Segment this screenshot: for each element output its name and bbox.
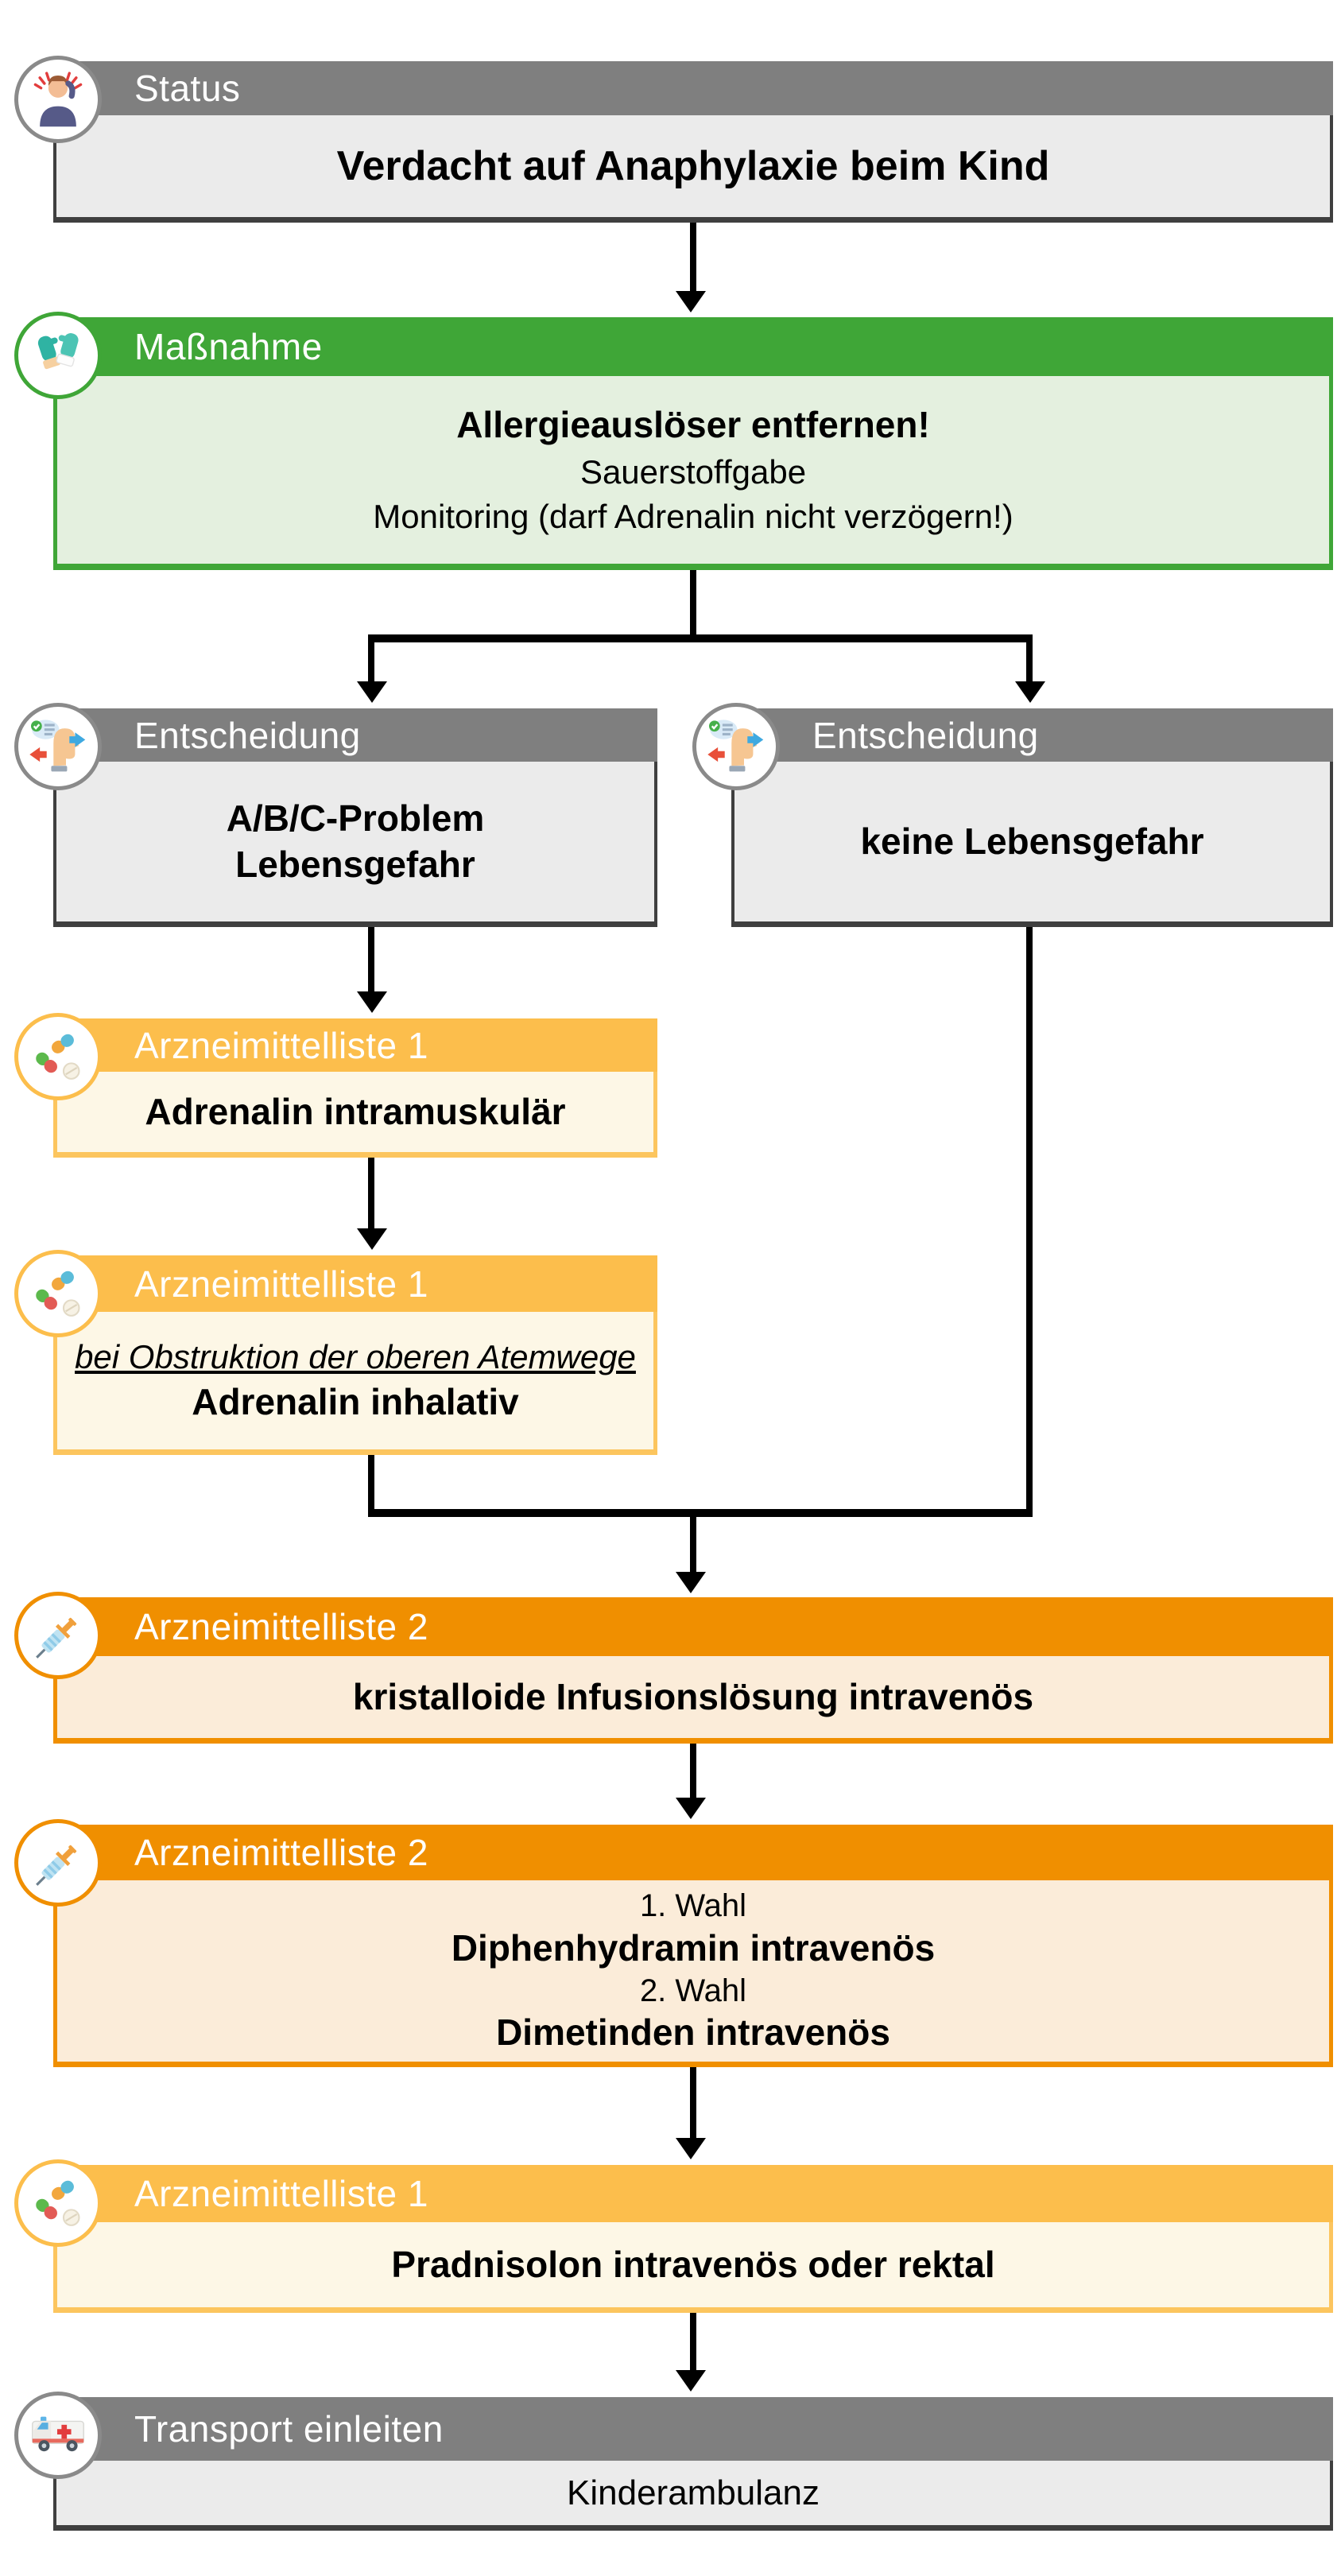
aml2-header-label: Arzneimittelliste 2: [134, 1606, 428, 1647]
gloves-icon: [27, 324, 89, 386]
drug-line: kristalloide Infusionslösung intravenös: [352, 1675, 1034, 1717]
aml2-badge: [14, 1592, 102, 1679]
massnahme-header-label: Maßnahme: [134, 326, 323, 367]
aml1-badge: [14, 1250, 102, 1337]
massnahme-line: Sauerstoffgabe: [579, 452, 807, 491]
decision-head-icon: [26, 715, 90, 778]
entscheidung-links-badge: [14, 703, 102, 790]
massnahme-box: [53, 317, 1333, 570]
drug-line: Adrenalin inhalativ: [192, 1381, 519, 1423]
entscheidung-rechts-badge: [692, 703, 780, 790]
drug-line: Adrenalin intramuskulär: [145, 1090, 566, 1132]
arrowhead: [676, 1572, 706, 1593]
diagnosis-title: Verdacht auf Anaphylaxie beim Kind: [336, 142, 1050, 189]
aml1-inhalativ-box: [53, 1255, 657, 1455]
connector-aml1-aml1b: [368, 1158, 374, 1228]
aml2-antihistaminika-box: [53, 1825, 1333, 2067]
aml1-intramuskulaer-box: [53, 1018, 657, 1158]
drug-line: Diphenhydramin intravenös: [451, 1926, 936, 1969]
connector-status-massnahme: [690, 223, 696, 291]
destination-line: Kinderambulanz: [567, 2473, 820, 2512]
aml1-intramuskulaer-body: [53, 1072, 657, 1158]
arrowhead: [676, 2138, 706, 2159]
arrowhead: [357, 1228, 387, 1250]
transport-badge: [14, 2392, 102, 2479]
aml2-header-label: Arzneimittelliste 2: [134, 1832, 428, 1873]
syringe-icon: [26, 1831, 90, 1895]
aml2-badge: [14, 1819, 102, 1907]
entscheidung-links-body: [53, 762, 657, 927]
massnahme-line: Allergieauslöser entfernen!: [456, 404, 930, 446]
aml1-badge: [14, 2159, 102, 2247]
aml2-infusion-box: [53, 1597, 1333, 1744]
split-bar: [368, 634, 1033, 642]
aml2-infusion-body: [53, 1656, 1333, 1744]
entscheidung-rechts-body: [731, 762, 1333, 927]
status-box: [53, 61, 1333, 223]
entscheidung-links-header: [53, 708, 657, 762]
status-badge: [14, 56, 102, 143]
entscheidung-header-label: Entscheidung: [134, 714, 361, 756]
connector-split-right: [1026, 642, 1033, 681]
transport-header: [53, 2397, 1333, 2461]
arrowhead: [676, 2370, 706, 2392]
massnahme-badge: [14, 312, 102, 399]
aml2-header: [53, 1825, 1333, 1880]
pills-icon: [27, 1263, 89, 1325]
transport-body: [53, 2461, 1333, 2531]
merge-bar: [368, 1509, 1033, 1517]
aml2-antihistaminika-body: [53, 1880, 1333, 2067]
connector-left-merge: [368, 1455, 374, 1517]
connector-split-left: [368, 642, 374, 681]
drug-line: Dimetinden intravenös: [496, 2012, 890, 2054]
connector-right-merge: [1026, 927, 1033, 1517]
aml1-prednisolon-box: [53, 2165, 1333, 2313]
aml1-header-label: Arzneimittelliste 1: [134, 1024, 428, 1066]
entscheidung-rechts-box: [731, 708, 1333, 927]
connector-massnahme-split: [690, 570, 696, 638]
decision-line: A/B/C-Problem: [226, 797, 485, 839]
massnahme-line: Monitoring (darf Adrenalin nicht verzögern!): [373, 497, 1014, 535]
entscheidung-links-box: [53, 708, 657, 927]
decision-line: Lebensgefahr: [235, 843, 475, 885]
aml1-prednisolon-body: [53, 2222, 1333, 2313]
arrowhead: [1015, 681, 1045, 703]
pills-icon: [27, 1026, 89, 1088]
connector-entscheidung-aml1: [368, 927, 374, 991]
pills-icon: [27, 2172, 89, 2234]
syringe-icon: [26, 1604, 90, 1667]
aml1-badge: [14, 1013, 102, 1100]
connector-aml2b-aml1c: [690, 2067, 696, 2138]
status-body: [53, 115, 1333, 223]
drug-line: Pradnisolon intravenös oder rektal: [391, 2243, 995, 2285]
massnahme-header: [53, 317, 1333, 376]
arrowhead: [357, 991, 387, 1013]
decision-head-icon: [704, 715, 768, 778]
status-header: [53, 61, 1333, 115]
entscheidung-rechts-header: [731, 708, 1333, 762]
arrowhead: [357, 681, 387, 703]
choice-label: 1. Wahl: [639, 1888, 747, 1924]
aml1-header-label: Arzneimittelliste 1: [134, 1263, 428, 1305]
aml1-inhalativ-body: [53, 1312, 657, 1455]
connector-merge-aml2: [690, 1517, 696, 1573]
arrowhead: [676, 1798, 706, 1819]
aml2-header: [53, 1597, 1333, 1656]
aml1-header-label: Arzneimittelliste 1: [134, 2173, 428, 2214]
decision-line: keine Lebensgefahr: [860, 820, 1204, 862]
transport-box: [53, 2397, 1333, 2531]
transport-header-label: Transport einleiten: [134, 2408, 444, 2450]
massnahme-body: [53, 376, 1333, 570]
headache-person-icon: [26, 68, 90, 131]
status-header-label: Status: [134, 68, 241, 109]
ambulance-icon: [25, 2403, 91, 2468]
condition-note: bei Obstruktion der oberen Atemwege: [75, 1338, 636, 1376]
aml1-header: [53, 1018, 657, 1072]
aml1-header: [53, 1255, 657, 1312]
connector-aml1c-transport: [690, 2313, 696, 2370]
aml1-header: [53, 2165, 1333, 2222]
choice-label: 2. Wahl: [639, 1973, 747, 2008]
entscheidung-header-label: Entscheidung: [812, 714, 1039, 756]
arrowhead: [676, 291, 706, 312]
connector-aml2a-aml2b: [690, 1744, 696, 1798]
